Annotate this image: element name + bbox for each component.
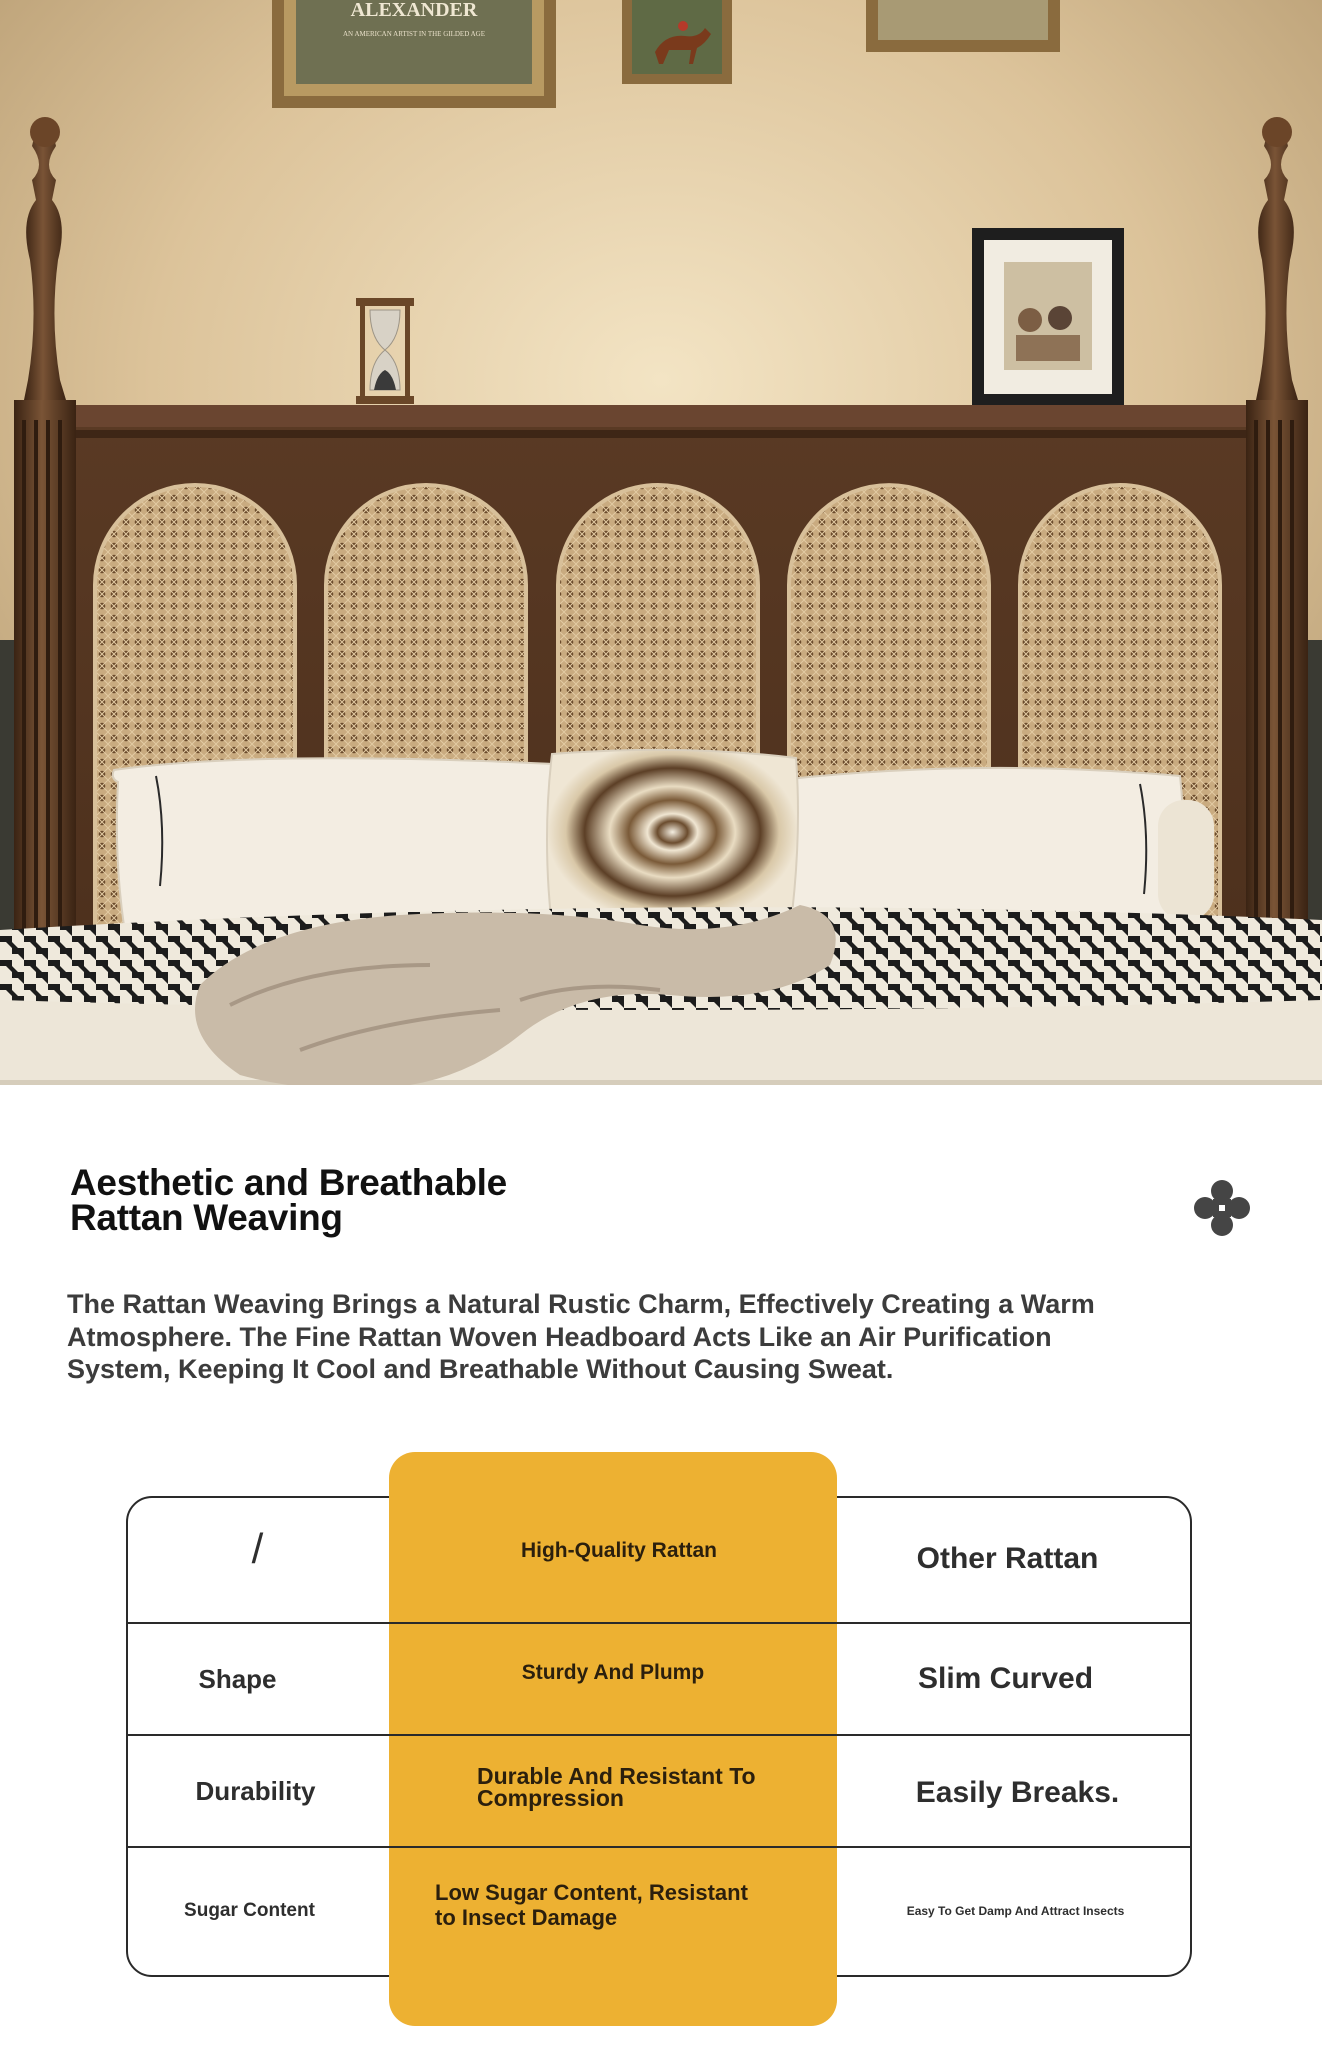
svg-text:ALEXANDER: ALEXANDER bbox=[350, 0, 478, 21]
row-ours-sugar-content: Low Sugar Content, Resistant to Insect Damage bbox=[435, 1879, 748, 1930]
table-row-ours bbox=[389, 1736, 837, 1846]
wall-frame-left bbox=[272, 0, 556, 108]
feature-title-line1: Aesthetic and Breathable bbox=[70, 1162, 507, 1203]
mandala-cushion bbox=[547, 750, 798, 933]
wall-frame-right bbox=[866, 0, 1060, 52]
header-other: Other Rattan bbox=[916, 1542, 1099, 1575]
header-ours: High-Quality Rattan bbox=[520, 1539, 717, 1562]
row-ours-shape: Sturdy And Plump bbox=[521, 1661, 705, 1684]
table-row-other bbox=[837, 1624, 1190, 1734]
table-row-ours bbox=[389, 1624, 837, 1734]
header-other-cell bbox=[837, 1496, 1190, 1622]
comparison-table bbox=[126, 1452, 1190, 2026]
row-ours-durability: Durable And Resistant To Compression bbox=[477, 1763, 756, 1811]
table-row-other bbox=[837, 1848, 1190, 1973]
svg-text:AN AMERICAN ARTIST IN THE GILD: AN AMERICAN ARTIST IN THE GILDED AGE bbox=[342, 30, 486, 38]
table-row-label bbox=[126, 1624, 389, 1734]
header-corner-cell bbox=[126, 1496, 389, 1622]
row-label-shape: Shape bbox=[198, 1663, 277, 1694]
feature-title-line2: Rattan Weaving bbox=[70, 1197, 343, 1238]
wall-frame-horse bbox=[622, 0, 732, 84]
table-row-label bbox=[126, 1848, 389, 1973]
table-row-other bbox=[837, 1736, 1190, 1846]
framed-picture bbox=[972, 228, 1124, 406]
feature-description: The Rattan Weaving Brings a Natural Rustic Charm, Effectively Creating a Warm Atmosphere. The Fine Rattan Woven Headboard Acts Like an Air Purification System, Keeping It Cool and Breathable Without Causing Sweat. bbox=[67, 1289, 1095, 1384]
row-other-durability: Easily Breaks. bbox=[915, 1776, 1120, 1809]
feature-title bbox=[70, 1162, 507, 1238]
corner-slash: / bbox=[251, 1525, 264, 1572]
hourglass-decor bbox=[356, 298, 414, 404]
row-label-sugar-content: Sugar Content bbox=[184, 1899, 315, 1921]
row-other-sugar-content: Easy To Get Damp And Attract Insects bbox=[906, 1903, 1125, 1918]
table-row-ours bbox=[389, 1848, 837, 1973]
row-other-shape: Slim Curved bbox=[917, 1662, 1094, 1695]
four-petal-logo-icon bbox=[1192, 1178, 1252, 1238]
table-row-label bbox=[126, 1736, 389, 1846]
header-ours-cell bbox=[389, 1496, 837, 1622]
row-label-durability: Durability bbox=[195, 1775, 316, 1806]
